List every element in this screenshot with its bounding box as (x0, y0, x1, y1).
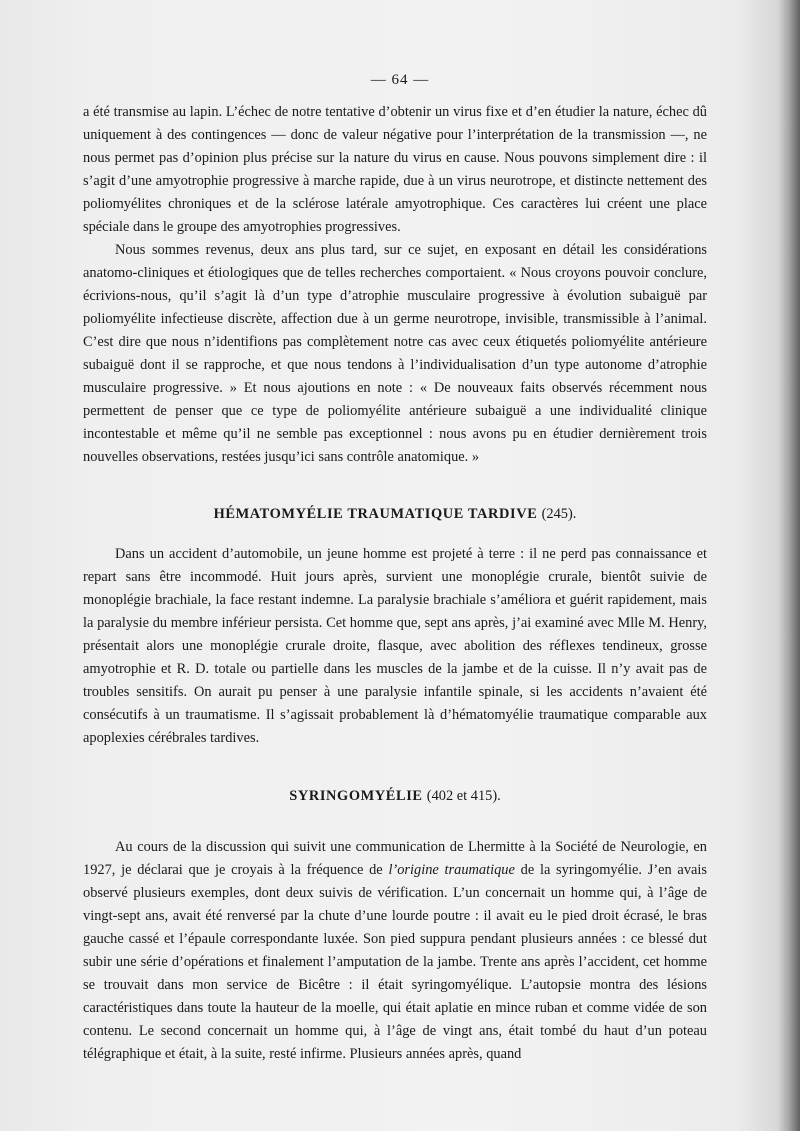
heading-title: SYRINGOMYÉLIE (289, 788, 423, 804)
paragraph (83, 836, 707, 1066)
paragraph-text: de la syringomyélie. J’en avais observé plusieurs exemples, dont deux suivis de vérification. L’un concernait un homme qui, à l’âge de vingt-sept ans, avait été renversé par la chute d’une lourde poutre : il avait eu le pied droit écrasé, le bras gauche cassé et l’épaule correspondante luxée. Son pied suppura pendant plusieurs années : ce blessé dut subir une série d’opérations et finalement l’amputation de la jambe. Trente ans après l’accident, cet homme se trouvait dans mon service de Bicêtre : il était syringomyélique. L’autopsie montra des lésions caractéristiques dans toute la hauteur de la moelle, qui était aplatie en mince ruban et comme vidée de son contenu. Le second concernait un homme qui, à l’âge de vingt ans, était tombé du haut d’un poteau télégraphique et était, à la suite, resté infirme. Plusieurs années après, quand (83, 862, 707, 1062)
emphasis-text: l’origine traumatique (388, 862, 515, 878)
paragraph: a été transmise au lapin. L’échec de notre tentative d’obtenir un virus fixe et d’en étudier la nature, échec dû uniquement à des contingences — donc de valeur négative pour l’interprétation de la transmission —, ne nous permet pas d’opinion plus précise sur la nature du virus en cause. Nous pouvons simplement dire : il s’agit d’une amyotrophie progressive à marche rapide, due à un virus neurotrope, et distincte nettement des poliomyélites chroniques et de la sclérose latérale amyotrophique. Ces caractères lui créent une place spéciale dans le groupe des amyotrophies progressives. (83, 104, 707, 235)
heading-reference: (245). (541, 506, 577, 522)
page-body (83, 101, 707, 1066)
heading-reference: (402 et 415). (426, 788, 501, 804)
paragraph: Nous sommes revenus, deux ans plus tard, sur ce sujet, en exposant en détail les considérations anatomo-cliniques et étiologiques que de telles recherches comportaient. « Nous croyons pouvoir conclure, écrivions-nous, qu’il s’agit là d’un type d’atrophie musculaire progressive à évolution subaiguë par poliomyélite infectieuse discrète, affection due à un germe neurotrope, invisible, transmissible à l’animal. C’est dire que nous n’identifions pas complètement notre cas avec ceux étiquetés poliomyélite antérieure subaiguë dont il se rapproche, et que nous tendons à l’individualisation d’un type autonome d’atrophie musculaire progressive. » Et nous ajoutions en note : « De nouveaux faits observés récemment nous permettent de penser que ce type de poliomyélite antérieure subaiguë a une individualité clinique incontestable et même qu’il ne semble pas exceptionnel : nous avons pu en étudier dernièrement trois nouvelles observations, restées jusqu’ici sans contrôle anatomique. » (83, 242, 707, 465)
section-heading-hematomyelie (83, 503, 707, 526)
page-number: — 64 — (370, 72, 430, 88)
paragraph: Dans un accident d’automobile, un jeune homme est projeté à terre : il ne perd pas connaissance et repart sans être incommodé. Huit jours après, survient une monoplégie crurale, bientôt suivie de monoplégie brachiale, la face restant indemne. La paralysie brachiale s’améliora et guérit rapidement, mais la paralysie du membre inférieur persista. Cet homme que, sept ans après, j’ai examiné avec Mlle M. Henry, présentait alors une monoplégie crurale droite, flasque, avec abolition des réflexes tendineux, grosse amyotrophie et R. D. totale ou partielle dans les muscles de la jambe et de la cuisse. Il n’y avait pas de troubles sensitifs. On aurait pu penser à une paralysie infantile spinale, si les accidents n’avaient été consécutifs à un traumatisme. Il s’agissait probablement là d’hématomyélie traumatique comparable aux apoplexies cérébrales tardives. (83, 546, 707, 746)
paragraph-text: Au cours de la discussion qui suivit une communication de Lhermitte à la Société de Neurologie, en 1927, je déclarai que je croyais à la fréquence de (83, 839, 707, 878)
section-heading-syringomyelie (83, 785, 707, 808)
heading-title: HÉMATOMYÉLIE TRAUMATIQUE TARDIVE (213, 506, 538, 522)
book-spine-shadow (778, 0, 800, 1131)
